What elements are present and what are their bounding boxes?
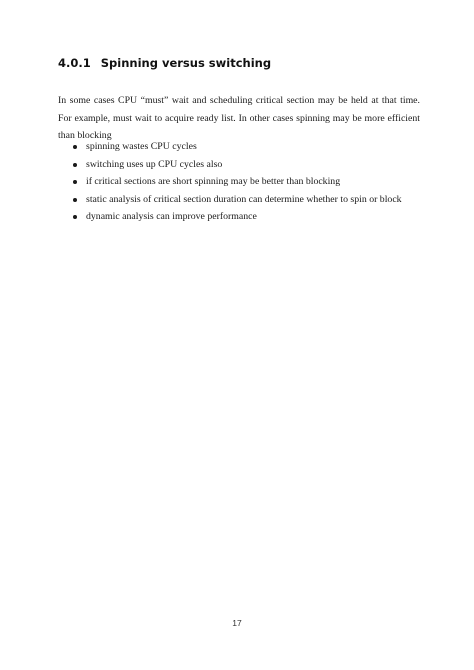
list-item	[58, 156, 428, 174]
bullet-icon	[73, 145, 77, 149]
list-item-text: spinning wastes CPU cycles	[86, 141, 197, 152]
list-item	[58, 191, 428, 209]
bullet-icon	[73, 180, 77, 184]
section-heading	[58, 56, 271, 70]
bullet-icon	[73, 163, 77, 167]
bullet-icon	[73, 215, 77, 219]
list-item-text: if critical sections are short spinning may be better than blocking	[86, 176, 341, 187]
list-item-text: dynamic analysis can improve performance	[86, 211, 257, 222]
section-title: Spinning versus switching	[100, 56, 272, 70]
bullet-icon	[73, 198, 77, 202]
list-item	[58, 173, 428, 191]
section-number: 4.0.1	[58, 56, 91, 70]
page-number: 17	[232, 618, 242, 628]
list-item-text: switching uses up CPU cycles also	[86, 158, 223, 170]
list-item-text: static analysis of critical section duration can determine whether to spin or block	[86, 193, 402, 205]
body-paragraph: In some cases CPU “must” wait and scheduling critical section may be held at that time. For example, must wait to acquire ready list. In other cases spinning may be more efficient than blocking	[58, 95, 420, 141]
list-item	[58, 208, 428, 226]
list-item	[58, 138, 428, 156]
bullet-list	[58, 138, 428, 226]
